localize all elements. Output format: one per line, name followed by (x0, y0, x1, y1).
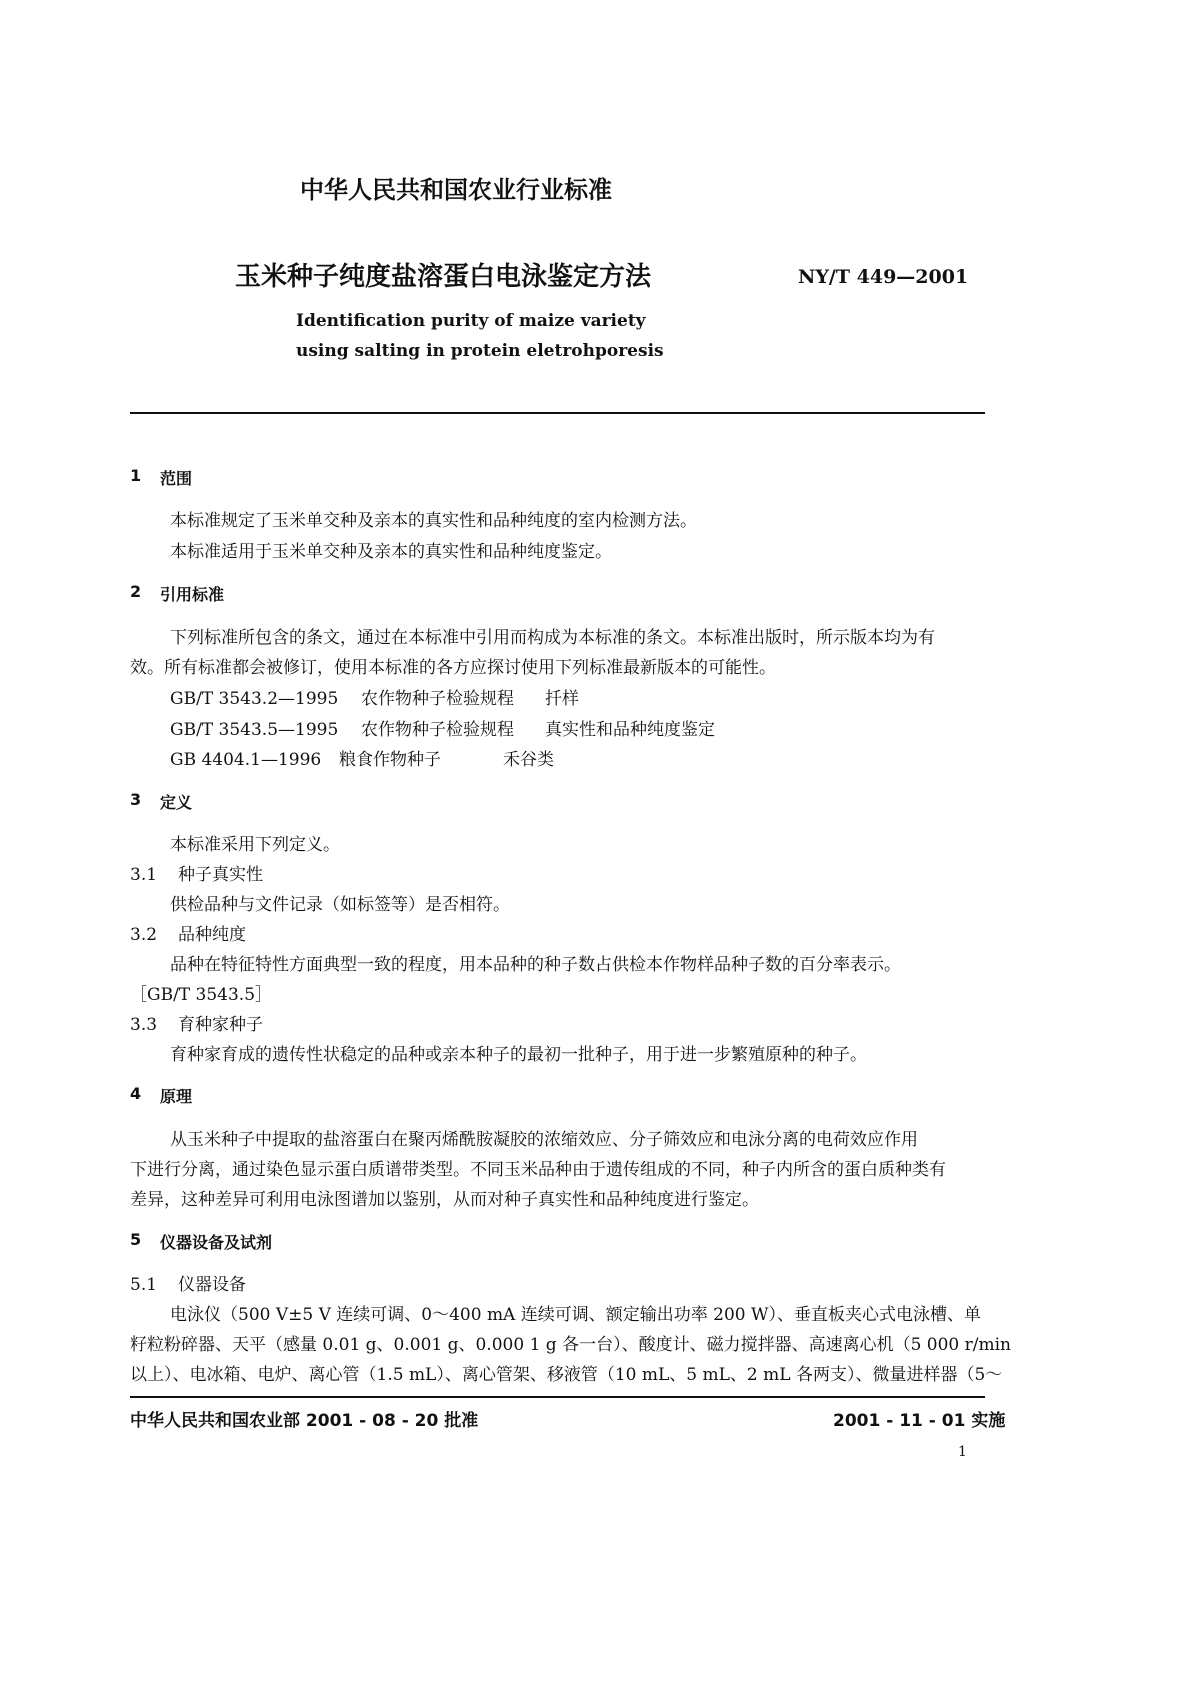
page-number: 1 (958, 1444, 967, 1460)
section-5-1-line3: 以上）、电冰箱、电炉、离心管（1.5 mL）、离心管架、移液管（10 mL、5 mL、2 mL 各两支）、微量进样器（5～ (130, 1365, 1003, 1385)
ref-3-name: 粮食作物种子 (339, 750, 441, 770)
section-5-1-line1: 电泳仪（500 V±5 V 连续可调、0～400 mA 连续可调、额定输出功率 200 W）、垂直板夹心式电泳槽、单 (170, 1305, 981, 1325)
approval-statement: 中华人民共和国农业部 2001 - 08 - 20 批准 (130, 1411, 479, 1431)
standard-code: NY/T 449—2001 (798, 266, 969, 288)
definition-3-1-text: 供检品种与文件记录（如标签等）是否相符。 (170, 895, 510, 915)
ref-1-code: GB/T 3543.2—1995 (170, 689, 339, 709)
document-title-cn: 玉米种子纯度盐溶蛋白电泳鉴定方法 (235, 262, 652, 292)
section-1-p2: 本标准适用于玉米单交种及亲本的真实性和品种纯度鉴定。 (170, 542, 612, 562)
ref-1-topic: 扦样 (545, 689, 579, 709)
section-4-line3: 差异，这种差异可利用电泳图谱加以鉴别，从而对种子真实性和品种纯度进行鉴定。 (130, 1190, 759, 1210)
section-1-number: 1 (130, 466, 142, 485)
subsection-5-1-heading: 仪器设备 (178, 1275, 246, 1295)
section-2-p1-line2: 效。所有标准都会被修订，使用本标准的各方应探讨使用下列标准最新版本的可能性。 (130, 658, 776, 678)
section-1-heading: 范围 (160, 469, 193, 488)
implementation-date: 2001 - 11 - 01 实施 (833, 1411, 1006, 1431)
standard-org-title: 中华人民共和国农业行业标准 (300, 176, 612, 204)
section-2-heading: 引用标准 (160, 585, 225, 604)
section-4-number: 4 (130, 1084, 142, 1103)
section-1-p1: 本标准规定了玉米单交种及亲本的真实性和品种纯度的室内检测方法。 (170, 511, 697, 531)
definition-3-1-number: 3.1 (130, 865, 158, 885)
definition-3-3-term: 育种家种子 (178, 1015, 263, 1035)
definition-3-2-text-line2: ［GB/T 3543.5］ (130, 985, 273, 1005)
section-2-number: 2 (130, 582, 142, 601)
section-5-number: 5 (130, 1230, 142, 1249)
subsection-5-1-number: 5.1 (130, 1275, 158, 1295)
section-4-line1: 从玉米种子中提取的盐溶蛋白在聚丙烯酰胺凝胶的浓缩效应、分子筛效应和电泳分离的电荷效应作用 (170, 1130, 918, 1150)
ref-3-topic: 禾谷类 (503, 750, 554, 770)
document-title-en-line1: Identification purity of maize variety (296, 311, 646, 331)
section-3-intro: 本标准采用下列定义。 (170, 835, 340, 855)
definition-3-2-term: 品种纯度 (178, 925, 246, 945)
section-5-1-line2: 籽粒粉碎器、天平（感量 0.01 g、0.001 g、0.000 1 g 各一台）、酸度计、磁力搅拌器、高速离心机（5 000 r/min (130, 1335, 1012, 1355)
section-4-heading: 原理 (160, 1087, 193, 1106)
section-3-number: 3 (130, 790, 142, 809)
footer-divider (130, 1396, 985, 1398)
definition-3-3-number: 3.3 (130, 1015, 158, 1035)
ref-2-name: 农作物种子检验规程 (361, 720, 514, 740)
ref-1-name: 农作物种子检验规程 (361, 689, 514, 709)
definition-3-2-number: 3.2 (130, 925, 158, 945)
section-3-heading: 定义 (160, 793, 193, 812)
definition-3-1-term: 种子真实性 (178, 865, 263, 885)
section-5-heading: 仪器设备及试剂 (160, 1233, 273, 1252)
section-2-p1-line1: 下列标准所包含的条文，通过在本标准中引用而构成为本标准的条文。本标准出版时，所示版本均为有 (170, 628, 935, 648)
definition-3-2-text-line1: 品种在特征特性方面典型一致的程度，用本品种的种子数占供检本作物样品种子数的百分率表示。 (170, 955, 901, 975)
header-divider (130, 412, 985, 414)
definition-3-3-text: 育种家育成的遗传性状稳定的品种或亲本种子的最初一批种子，用于进一步繁殖原种的种子。 (170, 1045, 867, 1065)
section-4-line2: 下进行分离，通过染色显示蛋白质谱带类型。不同玉米品种由于遗传组成的不同，种子内所含的蛋白质种类有 (130, 1160, 946, 1180)
ref-2-code: GB/T 3543.5—1995 (170, 720, 339, 740)
ref-3-code: GB 4404.1—1996 (170, 750, 322, 770)
ref-2-topic: 真实性和品种纯度鉴定 (545, 720, 715, 740)
document-title-en-line2: using salting in protein eletrohporesis (296, 341, 664, 361)
